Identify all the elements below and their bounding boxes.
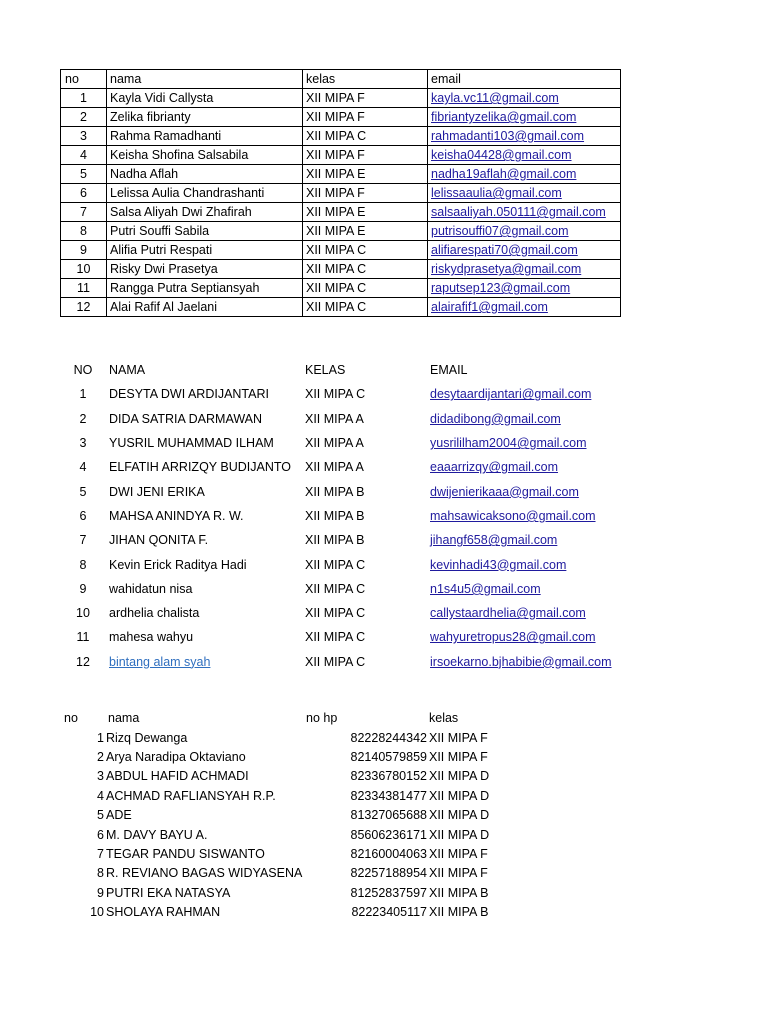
cell-kelas: XII MIPA C bbox=[303, 127, 428, 146]
cell-nama: R. REVIANO BAGAS WIDYASENA bbox=[106, 866, 303, 881]
cell-no: 12 bbox=[76, 654, 90, 669]
cell-nama: Rangga Putra Septiansyah bbox=[107, 279, 303, 298]
cell-no: 7 bbox=[79, 533, 87, 548]
cell-email bbox=[427, 407, 620, 431]
cell-nama: Rizq Dewanga bbox=[106, 730, 188, 745]
cell-no: 4 bbox=[61, 146, 107, 165]
cell-no: 1 bbox=[61, 89, 107, 108]
cell-nama: MAHSA ANINDYA R. W. bbox=[109, 508, 244, 523]
cell-email bbox=[427, 528, 620, 552]
column-header-kelas: kelas bbox=[303, 70, 428, 89]
cell-nama: DIDA SATRIA DARMAWAN bbox=[109, 411, 263, 426]
cell-email bbox=[428, 203, 621, 222]
cell-email bbox=[428, 241, 621, 260]
cell-no-hp: 82160004063 bbox=[350, 846, 427, 861]
cell-kelas: XII MIPA C bbox=[303, 260, 428, 279]
column-header-no: no bbox=[61, 70, 107, 89]
cell-kelas: XII MIPA A bbox=[305, 460, 364, 475]
table-row bbox=[61, 89, 621, 108]
cell-kelas: XII MIPA E bbox=[303, 203, 428, 222]
email-link[interactable]: irsoekarno.bjhabibie@gmail.com bbox=[430, 654, 612, 669]
table-2-header-row bbox=[60, 358, 620, 382]
table-row bbox=[60, 479, 620, 503]
email-link[interactable]: putrisouffi07@gmail.com bbox=[431, 224, 569, 238]
cell-email bbox=[427, 601, 620, 625]
cell-no: 10 bbox=[61, 260, 107, 279]
table-row bbox=[60, 845, 500, 864]
table-1-body bbox=[61, 89, 621, 317]
email-link[interactable]: kevinhadi43@gmail.com bbox=[430, 557, 567, 572]
cell-no: 3 bbox=[79, 436, 87, 451]
cell-no: 8 bbox=[79, 557, 87, 572]
cell-no: 6 bbox=[61, 184, 107, 203]
table-row bbox=[60, 625, 620, 649]
column-header-email: EMAIL bbox=[430, 363, 468, 378]
cell-nama: Kayla Vidi Callysta bbox=[107, 89, 303, 108]
table-row bbox=[60, 601, 620, 625]
cell-email bbox=[427, 479, 620, 503]
cell-kelas: XII MIPA B bbox=[429, 885, 489, 900]
cell-email bbox=[428, 146, 621, 165]
table-row bbox=[61, 298, 621, 317]
cell-kelas: XII MIPA E bbox=[303, 222, 428, 241]
table-row bbox=[60, 504, 620, 528]
email-link[interactable]: lelissaaulia@gmail.com bbox=[431, 186, 562, 200]
cell-kelas: XII MIPA C bbox=[305, 387, 366, 402]
table-row bbox=[61, 127, 621, 146]
cell-no: 4 bbox=[97, 788, 104, 803]
cell-no-hp: 85606236171 bbox=[350, 827, 427, 842]
cell-no: 8 bbox=[61, 222, 107, 241]
cell-nama: JIHAN QONITA F. bbox=[109, 533, 209, 548]
table-3-header-row bbox=[60, 709, 500, 728]
cell-no: 11 bbox=[76, 630, 90, 645]
cell-nama: Keisha Shofina Salsabila bbox=[107, 146, 303, 165]
cell-kelas: XII MIPA C bbox=[303, 241, 428, 260]
cell-no: 11 bbox=[61, 279, 107, 298]
cell-nama: PUTRI EKA NATASYA bbox=[106, 885, 231, 900]
cell-nama: DESYTA DWI ARDIJANTARI bbox=[109, 387, 269, 402]
email-link[interactable]: wahyuretropus28@gmail.com bbox=[430, 630, 596, 645]
cell-no-hp: 81327065688 bbox=[350, 808, 427, 823]
cell-kelas: XII MIPA D bbox=[429, 808, 490, 823]
email-link[interactable]: alifiarespati70@gmail.com bbox=[431, 243, 578, 257]
table-row bbox=[60, 382, 620, 406]
cell-no: 10 bbox=[90, 905, 104, 920]
students-table-3 bbox=[60, 709, 500, 922]
cell-email bbox=[428, 184, 621, 203]
cell-kelas: XII MIPA B bbox=[305, 533, 365, 548]
cell-nama: M. DAVY BAYU A. bbox=[106, 827, 208, 842]
cell-email bbox=[428, 89, 621, 108]
cell-email bbox=[428, 260, 621, 279]
cell-email bbox=[427, 504, 620, 528]
table-1-header-row bbox=[61, 70, 621, 89]
cell-kelas: XII MIPA B bbox=[429, 905, 489, 920]
cell-no: 5 bbox=[61, 165, 107, 184]
table-row bbox=[60, 407, 620, 431]
table-row bbox=[61, 108, 621, 127]
cell-no: 10 bbox=[76, 606, 90, 621]
email-link[interactable]: nadha19aflah@gmail.com bbox=[431, 167, 577, 181]
table-row bbox=[61, 203, 621, 222]
cell-no: 3 bbox=[97, 769, 104, 784]
cell-no: 3 bbox=[61, 127, 107, 146]
column-header-nama: nama bbox=[107, 70, 303, 89]
cell-kelas: XII MIPA B bbox=[305, 484, 365, 499]
table-2-body bbox=[60, 382, 620, 674]
cell-email bbox=[428, 108, 621, 127]
cell-no: 1 bbox=[79, 387, 87, 402]
cell-nama: Alifia Putri Respati bbox=[107, 241, 303, 260]
cell-email bbox=[427, 431, 620, 455]
cell-nama: TEGAR PANDU SISWANTO bbox=[106, 846, 265, 861]
cell-no-hp: 82223405117 bbox=[351, 905, 427, 920]
cell-kelas: XII MIPA F bbox=[429, 730, 488, 745]
column-header-nama: nama bbox=[108, 711, 140, 726]
cell-email bbox=[428, 222, 621, 241]
table-row bbox=[60, 767, 500, 786]
table-row bbox=[60, 431, 620, 455]
cell-nama: ardhelia chalista bbox=[109, 606, 200, 621]
table-row bbox=[60, 528, 620, 552]
email-link[interactable]: jihangf658@gmail.com bbox=[430, 533, 558, 548]
table-row bbox=[61, 260, 621, 279]
students-table-2 bbox=[60, 358, 620, 674]
cell-nama: Salsa Aliyah Dwi Zhafirah bbox=[107, 203, 303, 222]
cell-kelas: XII MIPA C bbox=[303, 279, 428, 298]
cell-no: 9 bbox=[61, 241, 107, 260]
cell-no: 12 bbox=[61, 298, 107, 317]
cell-email bbox=[427, 552, 620, 576]
cell-no-hp: 82228244342 bbox=[350, 730, 427, 745]
table-row bbox=[61, 146, 621, 165]
cell-email bbox=[428, 165, 621, 184]
cell-kelas: XII MIPA F bbox=[303, 108, 428, 127]
cell-email bbox=[427, 650, 620, 674]
cell-nama: YUSRIL MUHAMMAD ILHAM bbox=[109, 436, 274, 451]
column-header-kelas: KELAS bbox=[305, 363, 346, 378]
cell-nama: ADE bbox=[106, 808, 132, 823]
email-link[interactable]: raputsep123@gmail.com bbox=[431, 281, 571, 295]
table-row bbox=[60, 884, 500, 903]
cell-kelas: XII MIPA C bbox=[305, 630, 366, 645]
cell-nama: Putri Souffi Sabila bbox=[107, 222, 303, 241]
cell-kelas: XII MIPA D bbox=[429, 769, 490, 784]
email-link[interactable]: alairafif1@gmail.com bbox=[431, 300, 548, 314]
cell-kelas: XII MIPA C bbox=[305, 581, 366, 596]
cell-email bbox=[428, 298, 621, 317]
cell-kelas: XII MIPA F bbox=[303, 184, 428, 203]
column-header-no-hp: no hp bbox=[306, 711, 338, 726]
cell-email bbox=[428, 279, 621, 298]
email-link[interactable]: dwijenierikaaa@gmail.com bbox=[430, 484, 579, 499]
cell-email bbox=[427, 577, 620, 601]
cell-no: 8 bbox=[97, 866, 104, 881]
email-link[interactable]: salsaaliyah.050111@gmail.com bbox=[431, 205, 606, 219]
cell-email bbox=[428, 127, 621, 146]
cell-kelas: XII MIPA F bbox=[429, 749, 488, 764]
table-row bbox=[60, 728, 500, 747]
email-link[interactable]: yusrililham2004@gmail.com bbox=[430, 436, 587, 451]
email-link[interactable]: desytaardijantari@gmail.com bbox=[430, 387, 592, 402]
cell-nama: Arya Naradipa Oktaviano bbox=[106, 749, 246, 764]
table-row bbox=[60, 787, 500, 806]
cell-nama: ACHMAD RAFLIANSYAH R.P. bbox=[106, 788, 276, 803]
email-link[interactable]: rahmadanti103@gmail.com bbox=[431, 129, 585, 143]
cell-kelas: XII MIPA C bbox=[303, 298, 428, 317]
cell-nama: ABDUL HAFID ACHMADI bbox=[106, 769, 249, 784]
column-header-email: email bbox=[428, 70, 621, 89]
cell-nama: Kevin Erick Raditya Hadi bbox=[109, 557, 247, 572]
cell-email bbox=[427, 455, 620, 479]
students-table-1 bbox=[60, 69, 621, 317]
email-link[interactable]: riskydprasetya@gmail.com bbox=[431, 262, 582, 276]
column-header-nama: NAMA bbox=[109, 363, 146, 378]
email-link[interactable]: keisha04428@gmail.com bbox=[431, 148, 572, 162]
cell-nama: ELFATIH ARRIZQY BUDIJANTO bbox=[109, 460, 291, 475]
table-3-body bbox=[60, 728, 500, 922]
cell-nama: Alai Rafif Al Jaelani bbox=[107, 298, 303, 317]
cell-no: 7 bbox=[61, 203, 107, 222]
cell-no-hp: 82336780152 bbox=[350, 769, 427, 784]
cell-nama: SHOLAYA RAHMAN bbox=[106, 905, 221, 920]
cell-kelas: XII MIPA D bbox=[429, 827, 490, 842]
cell-nama bbox=[106, 650, 302, 674]
table-row bbox=[60, 806, 500, 825]
cell-kelas: XII MIPA A bbox=[305, 411, 364, 426]
cell-kelas: XII MIPA F bbox=[303, 146, 428, 165]
cell-nama: wahidatun nisa bbox=[109, 581, 193, 596]
table-row bbox=[60, 825, 500, 844]
table-row bbox=[61, 279, 621, 298]
cell-kelas: XII MIPA E bbox=[303, 165, 428, 184]
cell-nama: Nadha Aflah bbox=[107, 165, 303, 184]
cell-no-hp: 82334381477 bbox=[350, 788, 427, 803]
cell-no: 9 bbox=[97, 885, 104, 900]
cell-nama: Risky Dwi Prasetya bbox=[107, 260, 303, 279]
cell-no: 5 bbox=[79, 484, 87, 499]
cell-kelas: XII MIPA B bbox=[305, 508, 365, 523]
table-row bbox=[61, 165, 621, 184]
cell-no: 5 bbox=[97, 808, 104, 823]
cell-kelas: XII MIPA C bbox=[305, 654, 366, 669]
cell-no: 2 bbox=[97, 749, 104, 764]
column-header-no: NO bbox=[73, 363, 93, 378]
name-link[interactable]: bintang alam syah bbox=[109, 654, 211, 669]
cell-no: 2 bbox=[79, 411, 87, 426]
cell-email bbox=[427, 382, 620, 406]
cell-kelas: XII MIPA A bbox=[305, 436, 364, 451]
cell-no: 2 bbox=[61, 108, 107, 127]
table-row bbox=[60, 903, 500, 922]
cell-email bbox=[427, 625, 620, 649]
cell-no: 4 bbox=[79, 460, 87, 475]
cell-no: 6 bbox=[97, 827, 104, 842]
cell-no: 1 bbox=[97, 730, 104, 745]
email-link[interactable]: mahsawicaksono@gmail.com bbox=[430, 508, 596, 523]
email-link[interactable]: kayla.vc11@gmail.com bbox=[431, 91, 559, 105]
column-header-kelas: kelas bbox=[429, 711, 459, 726]
cell-nama: mahesa wahyu bbox=[109, 630, 194, 645]
table-row bbox=[60, 455, 620, 479]
cell-kelas: XII MIPA F bbox=[429, 846, 488, 861]
cell-nama: Lelissa Aulia Chandrashanti bbox=[107, 184, 303, 203]
cell-nama: DWI JENI ERIKA bbox=[109, 484, 205, 499]
cell-kelas: XII MIPA C bbox=[305, 606, 366, 621]
table-row bbox=[61, 241, 621, 260]
table-row bbox=[61, 184, 621, 203]
email-link[interactable]: eaaarrizqy@gmail.com bbox=[430, 460, 559, 475]
cell-no-hp: 81252837597 bbox=[350, 885, 427, 900]
table-row bbox=[60, 577, 620, 601]
email-link[interactable]: fibriantyzelika@gmail.com bbox=[431, 110, 577, 124]
cell-kelas: XII MIPA C bbox=[305, 557, 366, 572]
table-row bbox=[60, 748, 500, 767]
cell-nama: Rahma Ramadhanti bbox=[107, 127, 303, 146]
cell-kelas: XII MIPA F bbox=[303, 89, 428, 108]
table-row bbox=[61, 222, 621, 241]
email-link[interactable]: n1s4u5@gmail.com bbox=[430, 581, 541, 596]
table-row bbox=[60, 864, 500, 883]
table-row bbox=[60, 650, 620, 674]
email-link[interactable]: callystaardhelia@gmail.com bbox=[430, 606, 586, 621]
cell-nama: Zelika fibrianty bbox=[107, 108, 303, 127]
cell-no-hp: 82140579859 bbox=[350, 749, 427, 764]
cell-no: 7 bbox=[97, 846, 104, 861]
cell-no: 6 bbox=[79, 508, 87, 523]
column-header-no: no bbox=[64, 711, 78, 726]
cell-kelas: XII MIPA D bbox=[429, 788, 490, 803]
cell-kelas: XII MIPA F bbox=[429, 866, 488, 881]
email-link[interactable]: didadibong@gmail.com bbox=[430, 411, 561, 426]
cell-no: 9 bbox=[79, 581, 87, 596]
table-row bbox=[60, 552, 620, 576]
cell-no-hp: 82257188954 bbox=[350, 866, 427, 881]
